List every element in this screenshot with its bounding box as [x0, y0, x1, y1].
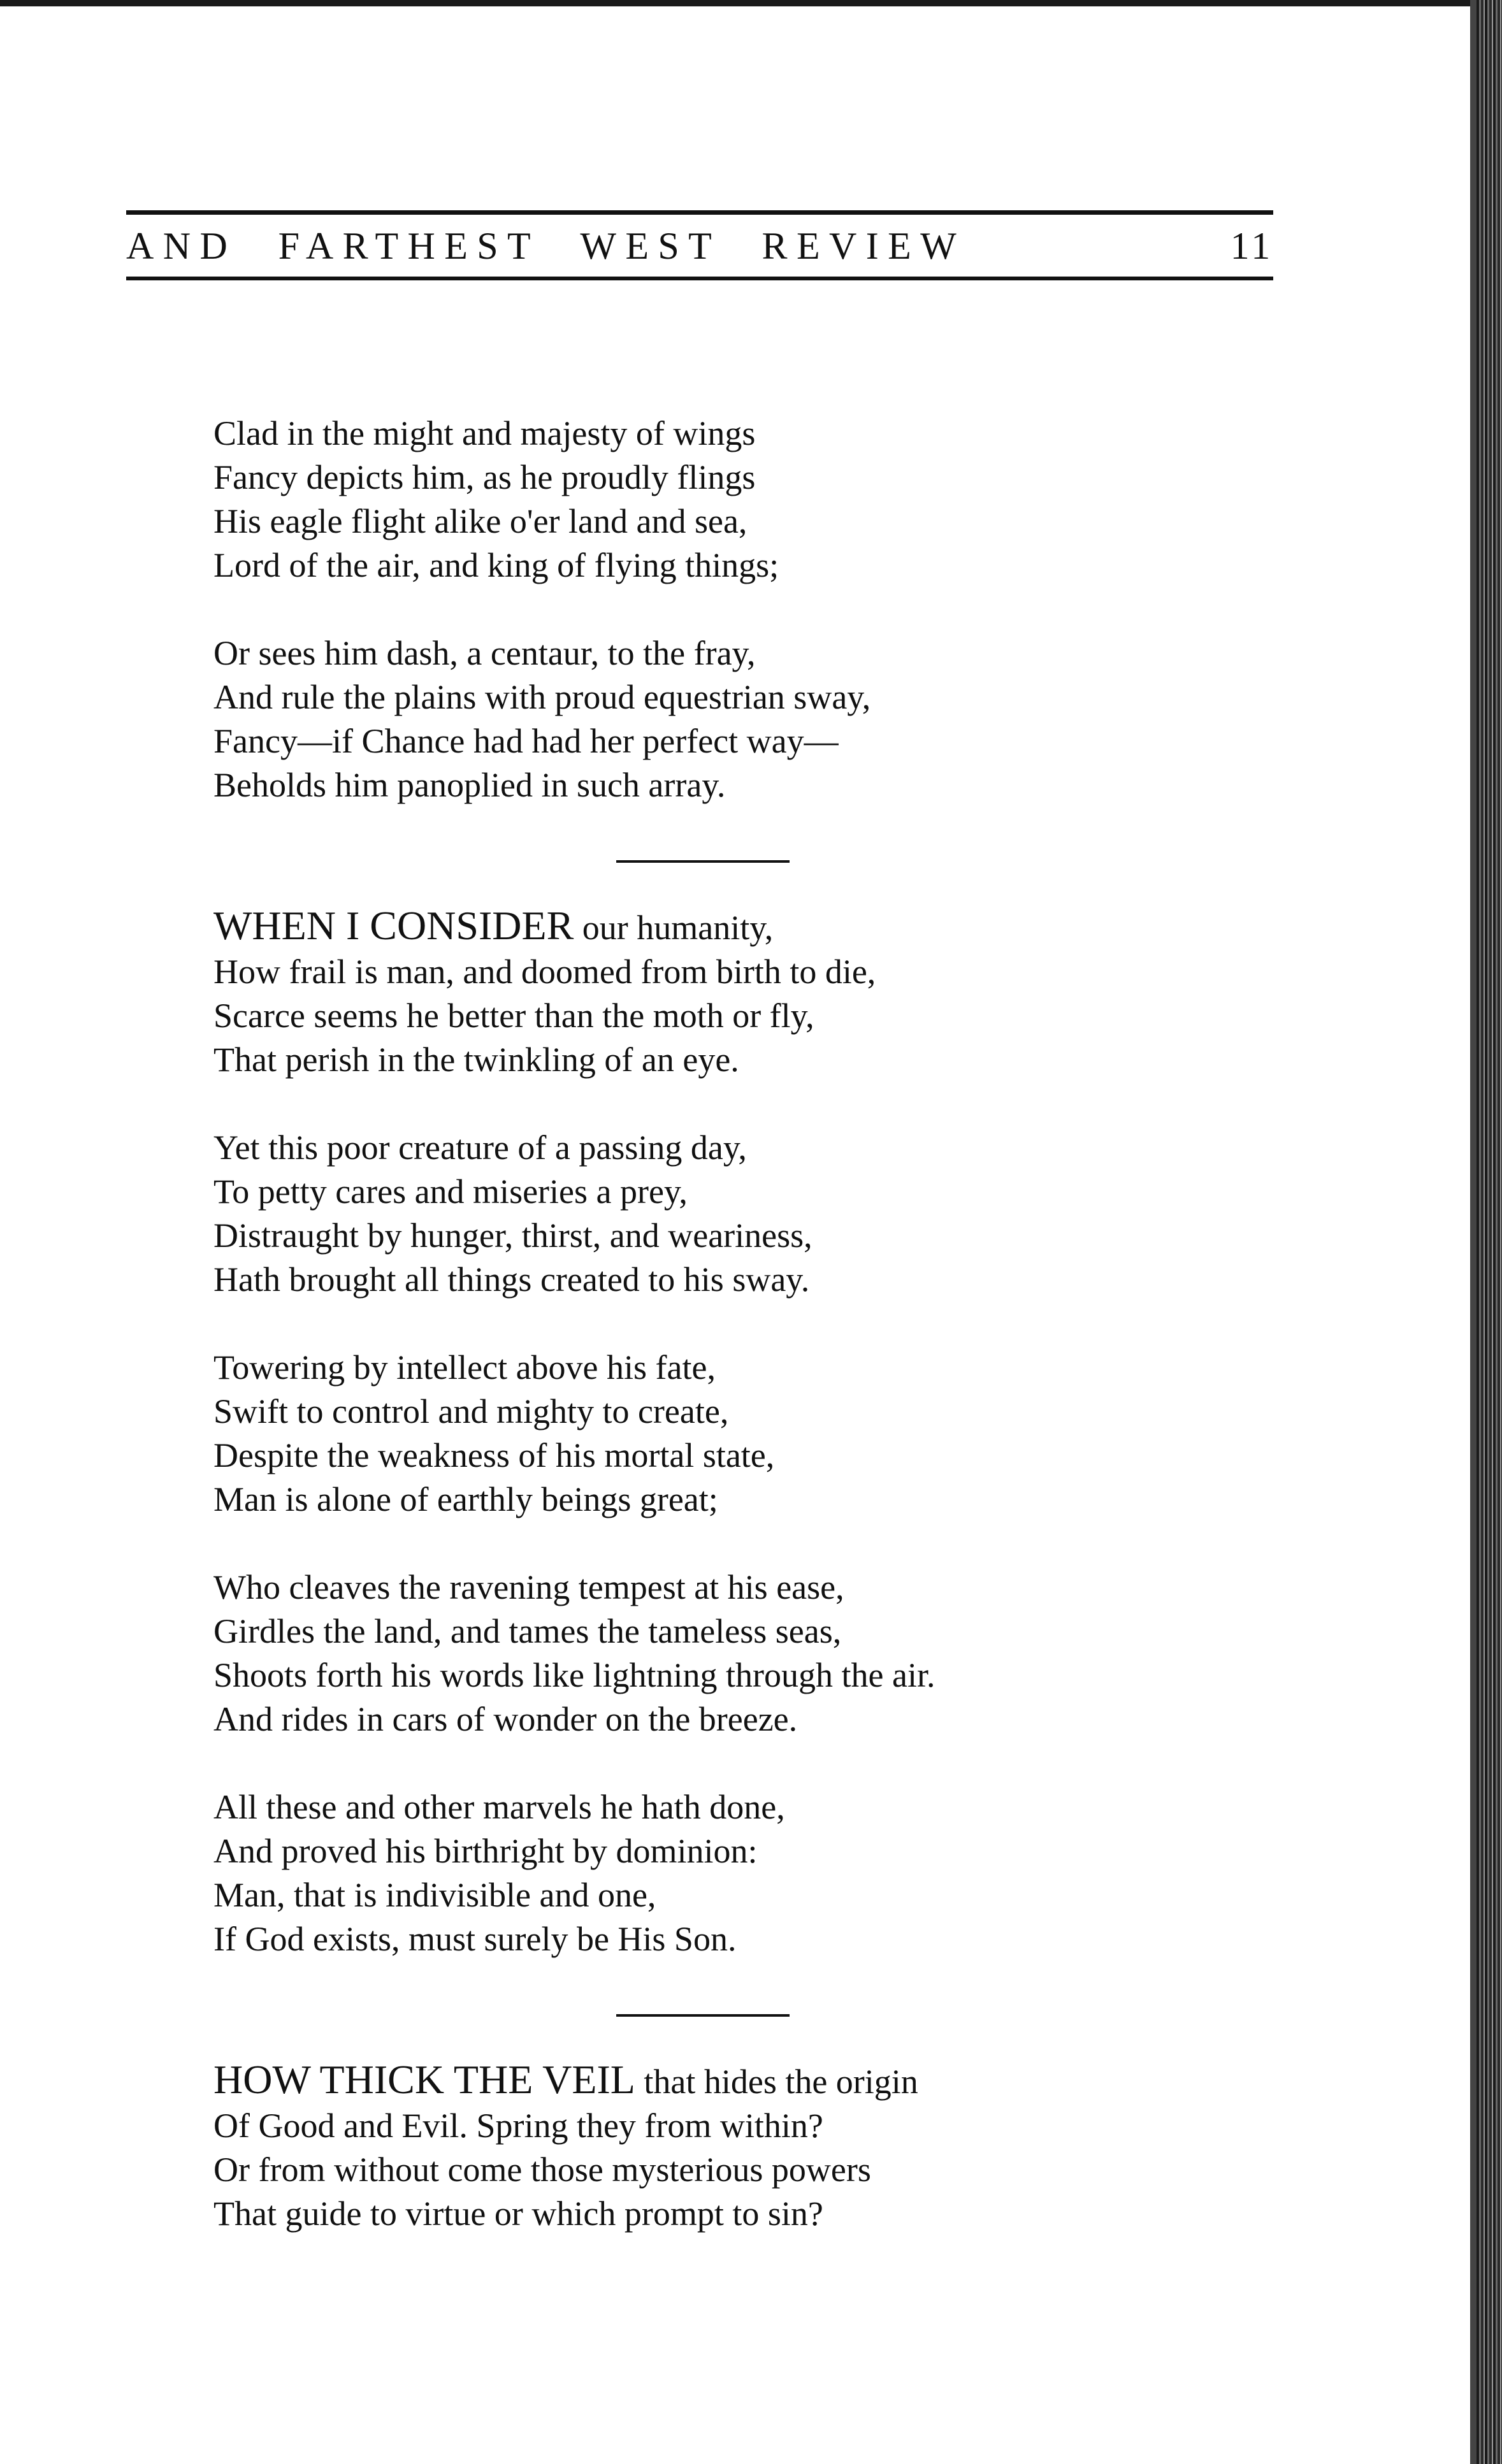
verse-line-first — [213, 2057, 1233, 2104]
verse-line: Man is alone of earthly beings great; — [213, 1480, 718, 1518]
verse-line: All these and other marvels he hath done, — [213, 1788, 785, 1826]
poem3-stanza1 — [213, 2057, 1233, 2236]
verse-line: How frail is man, and doomed from birth to die, — [213, 953, 876, 991]
verse-line: Despite the weakness of his mortal state, — [213, 1436, 775, 1474]
verse-line: Yet this poor creature of a passing day, — [213, 1128, 747, 1167]
verse-line: Swift to control and mighty to create, — [213, 1392, 729, 1430]
poem1-stanza2 — [213, 631, 1233, 807]
verse-line-rest: that hides the origin — [635, 2063, 918, 2101]
verse-line: Girdles the land, and tames the tameless seas, — [213, 1612, 842, 1650]
verse-line-rest: our humanity, — [574, 909, 774, 947]
verse-line: Who cleaves the ravening tempest at his ease, — [213, 1568, 844, 1606]
verse-line: That guide to virtue or which prompt to sin? — [213, 2194, 823, 2233]
stanza-gap — [213, 1302, 1233, 1346]
verse-line: Scarce seems he better than the moth or fly, — [213, 997, 814, 1035]
verse-line: Towering by intellect above his fate, — [213, 1348, 716, 1387]
poem3-lead-in: HOW THICK THE VEIL — [213, 2057, 635, 2102]
section-divider — [616, 2014, 790, 2017]
header-rule-bottom — [126, 277, 1273, 280]
stanza-gap — [213, 1522, 1233, 1566]
verse-line: Or sees him dash, a centaur, to the fray, — [213, 634, 756, 672]
verse-line: Or from without come those mysterious powers — [213, 2151, 871, 2189]
verse-line: Fancy depicts him, as he proudly flings — [213, 458, 756, 496]
page-number: 11 — [1230, 225, 1273, 267]
verse-line: Distraught by hunger, thirst, and weariness, — [213, 1216, 812, 1255]
verse-line: Shoots forth his words like lightning through the air. — [213, 1656, 935, 1694]
verse-line: His eagle flight alike o'er land and sea, — [213, 502, 747, 540]
verse-line: And proved his birthright by dominion: — [213, 1832, 758, 1870]
verse-line: That perish in the twinkling of an eye. — [213, 1041, 739, 1079]
verse-line: Beholds him panoplied in such array. — [213, 766, 726, 804]
section-divider — [616, 860, 790, 863]
verse-line: Lord of the air, and king of flying things; — [213, 546, 779, 584]
poem2-stanza4 — [213, 1566, 1233, 1741]
verse-line: Man, that is indivisible and one, — [213, 1876, 656, 1914]
verse-line-first — [213, 904, 1233, 950]
verse-line: Of Good and Evil. Spring they from within? — [213, 2107, 823, 2145]
verse-line: And rides in cars of wonder on the breeze. — [213, 1700, 798, 1738]
verse-line: Clad in the might and majesty of wings — [213, 414, 756, 452]
header-rule-top — [126, 210, 1273, 215]
running-head — [126, 218, 1273, 271]
poem2-stanza1 — [213, 904, 1233, 1082]
verse-line: If God exists, must surely be His Son. — [213, 1920, 737, 1958]
poem2-lead-in: WHEN I CONSIDER — [213, 903, 574, 948]
verse-line: Fancy—if Chance had had her perfect way— — [213, 722, 839, 760]
page-body — [213, 412, 1233, 2236]
page-binding-shadow — [1470, 0, 1477, 2464]
verse-line: And rule the plains with proud equestrian sway, — [213, 678, 871, 716]
stanza-gap — [213, 1741, 1233, 1785]
poem2-stanza3 — [213, 1346, 1233, 1522]
stanza-gap — [213, 587, 1233, 631]
poem1-stanza1 — [213, 412, 1233, 587]
poem2-stanza5 — [213, 1785, 1233, 1961]
verse-line: To petty cares and miseries a prey, — [213, 1172, 688, 1211]
running-title: AND FARTHEST WEST REVIEW — [126, 225, 966, 267]
poem2-stanza2 — [213, 1126, 1233, 1302]
stanza-gap — [213, 1082, 1233, 1126]
page-right-edge — [1477, 0, 1502, 2464]
verse-line: Hath brought all things created to his sway. — [213, 1260, 810, 1299]
page-top-edge — [0, 0, 1502, 6]
